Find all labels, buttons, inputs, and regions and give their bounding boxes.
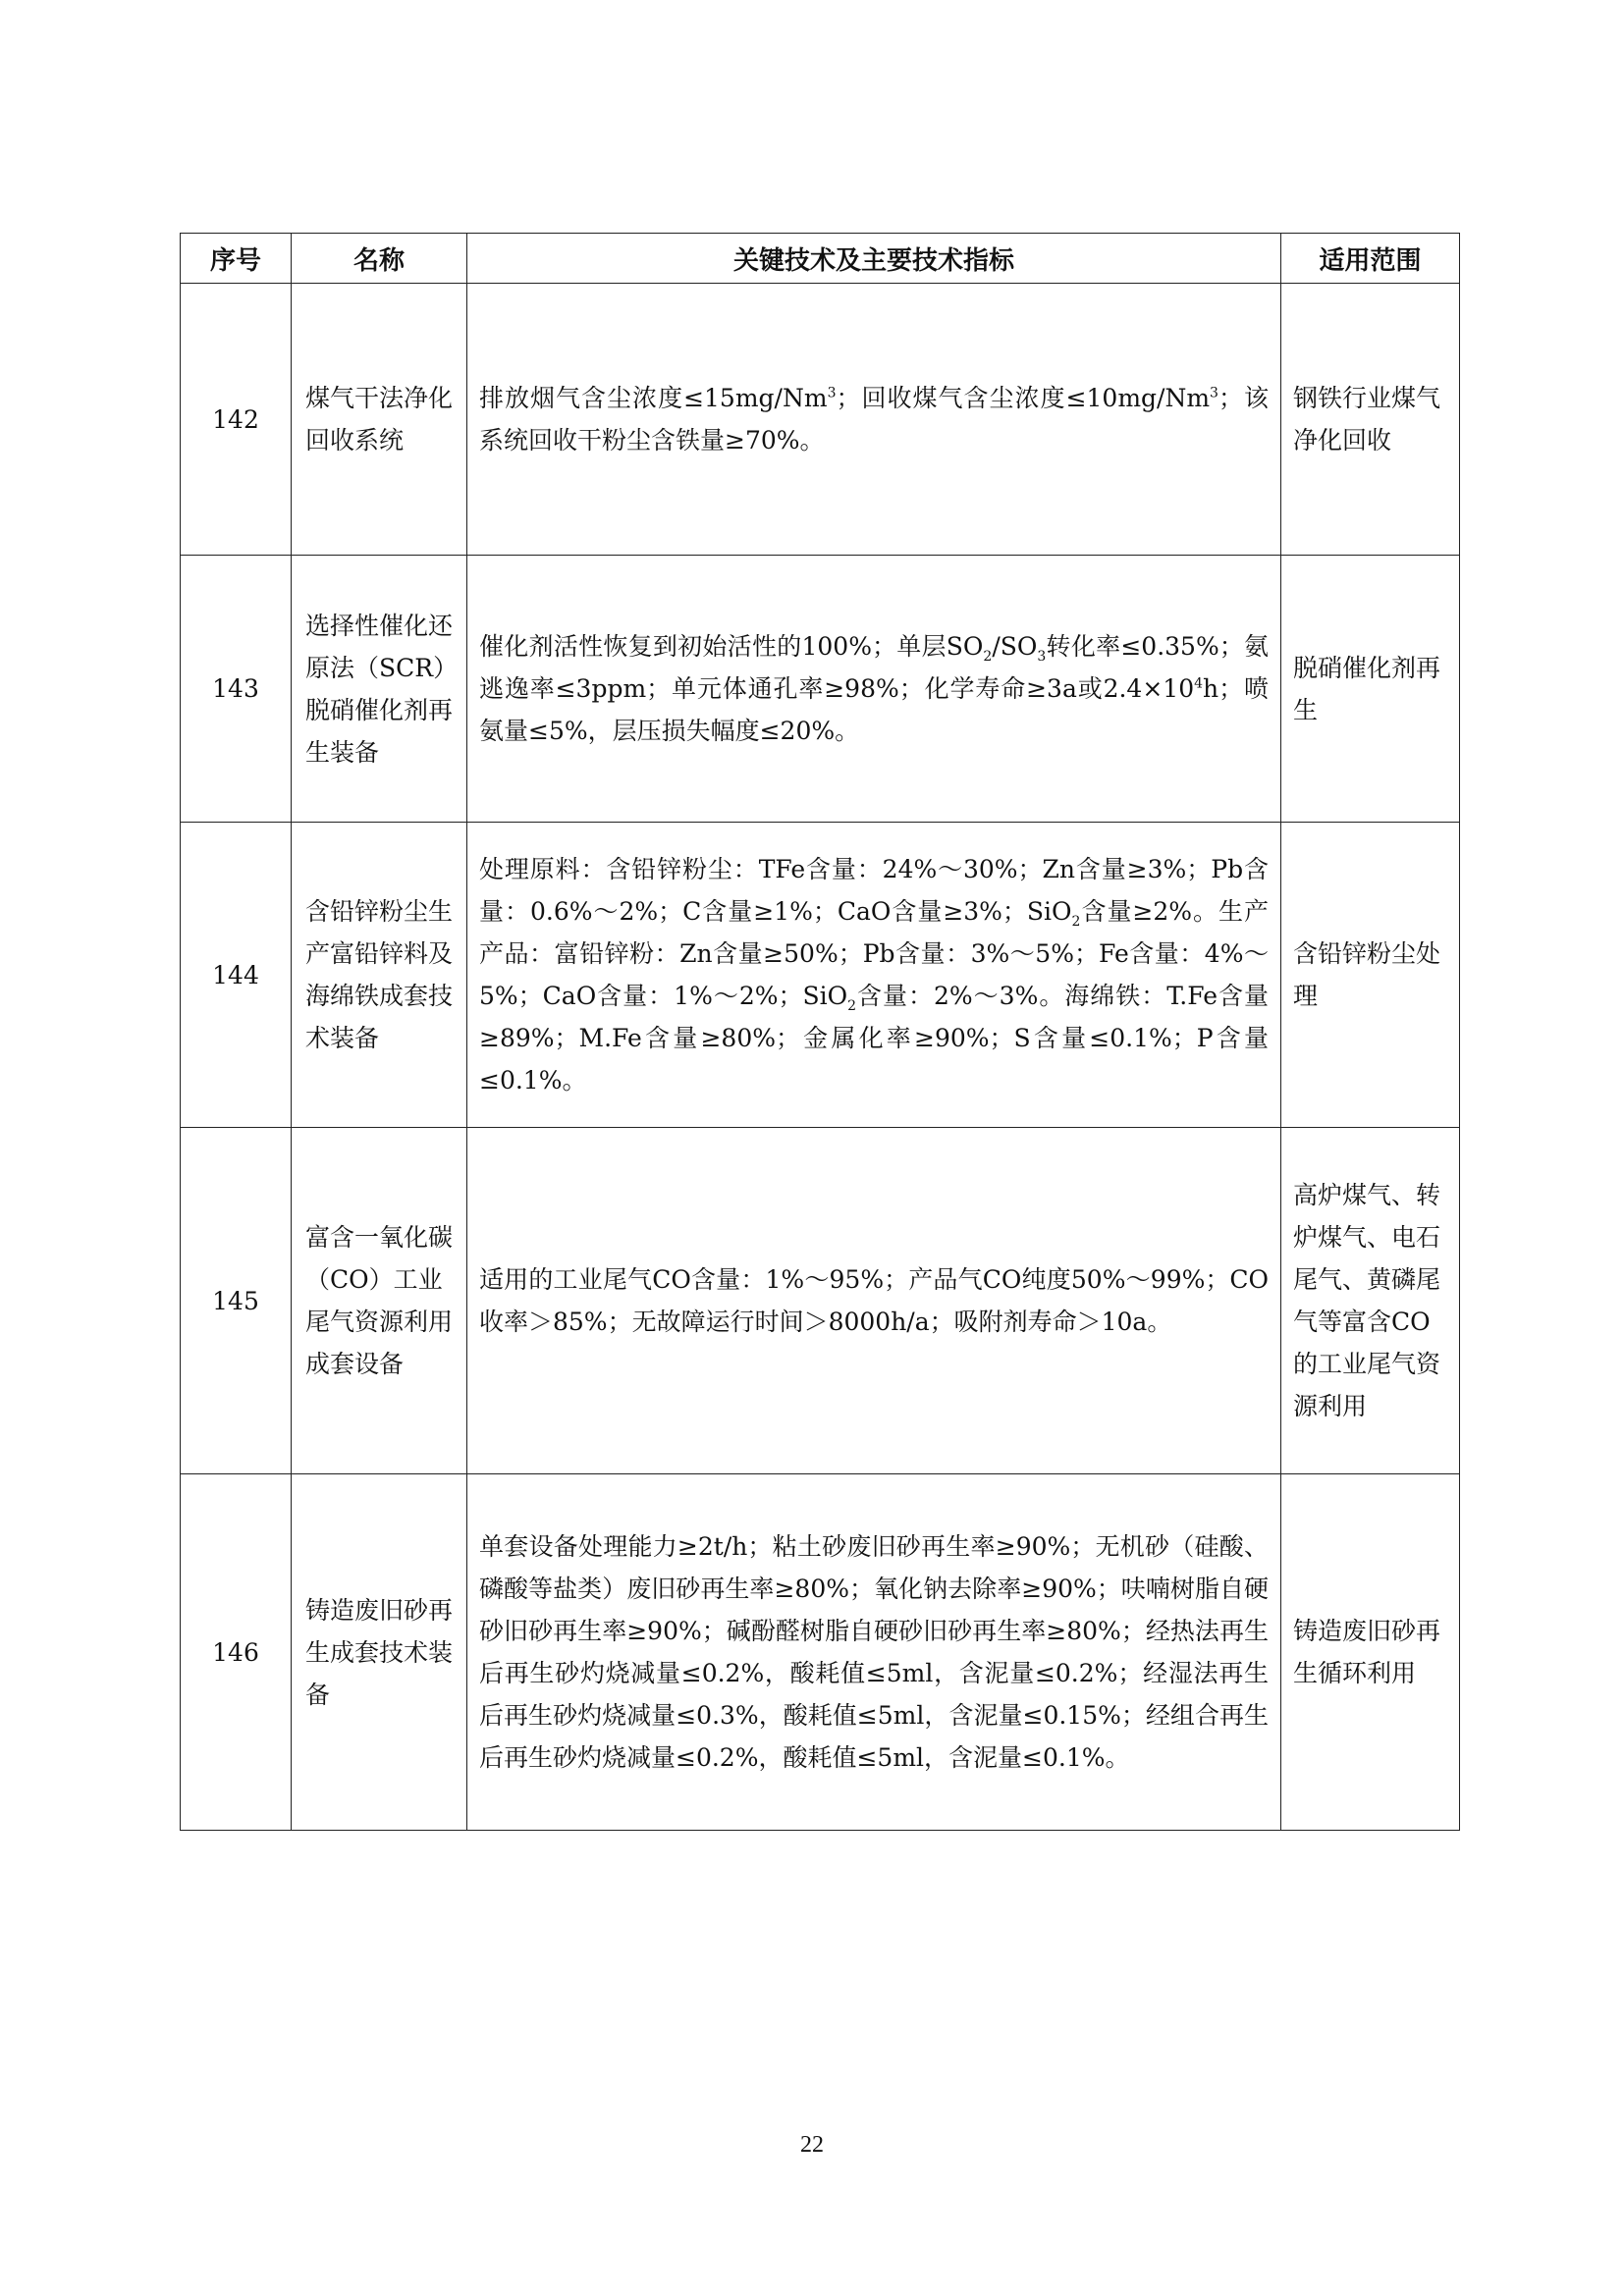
spec-text: 催化剂活性恢复到初始活性的100%；单层SO [479,632,984,661]
row-spec [467,1128,1281,1474]
spec-text: 处理原料：含铅锌粉尘：TFe含量：24%～30%；Zn含量≥3%；Pb含量：0.6%～2%；C含量≥1%；CaO含量≥3%；SiO [479,855,1269,926]
row-no: 144 [181,823,292,1128]
row-name: 富含一氧化碳（CO）工业尾气资源利用成套设备 [292,1128,467,1474]
spec-text: h；喷氨量≤5%，层压损失幅度≤20%。 [479,674,1269,745]
row-no: 143 [181,556,292,823]
header-name: 名称 [292,234,467,284]
row-no: 142 [181,284,292,556]
row-scope: 钢铁行业煤气净化回收 [1281,284,1460,556]
table-header-row [181,234,1460,284]
row-scope: 含铅锌粉尘处理 [1281,823,1460,1128]
row-spec [467,284,1281,556]
subscript: 2 [983,649,993,665]
header-no: 序号 [181,234,292,284]
table-row [181,1128,1460,1474]
table-row [181,823,1460,1128]
table-row [181,284,1460,556]
spec-text: 单套设备处理能力≥2t/h；粘土砂废旧砂再生率≥90%；无机砂（硅酸、磷酸等盐类）废旧砂再生率≥80%；氧化钠去除率≥90%；呋喃树脂自硬砂旧砂再生率≥90%；碱酚醛树脂自硬砂旧砂再生率≥80%；经热法再生后再生砂灼烧减量≤0.2%，酸耗值≤5ml，含泥量≤0.2%；经湿法再生后再生砂灼烧减量≤0.3%，酸耗值≤5ml，含泥量≤0.15%；经组合再生后再生砂灼烧减量≤0.2%，酸耗值≤5ml，含泥量≤0.1%。 [479,1532,1269,1772]
row-spec [467,823,1281,1128]
page-number: 22 [800,2132,824,2158]
row-no: 145 [181,1128,292,1474]
subscript: 2 [847,998,857,1014]
subscript: 3 [1037,649,1047,665]
spec-text: ；回收煤气含尘浓度≤10mg/Nm [836,384,1211,412]
superscript: 4 [1194,675,1204,692]
header-scope: 适用范围 [1281,234,1460,284]
row-spec [467,556,1281,823]
table-row [181,1474,1460,1831]
spec-text: 排放烟气含尘浓度≤15mg/Nm [479,384,828,412]
spec-text: 含量：2%～3%。海绵铁：T.Fe含量≥89%；M.Fe含量≥80%；金属化率≥90%；S含量≤0.1%；P含量≤0.1%。 [479,982,1269,1095]
spec-text: /SO [992,632,1038,661]
row-spec [467,1474,1281,1831]
subscript: 2 [1071,914,1081,930]
row-name: 选择性催化还原法（SCR）脱硝催化剂再生装备 [292,556,467,823]
table-row [181,556,1460,823]
row-no: 146 [181,1474,292,1831]
header-spec: 关键技术及主要技术指标 [467,234,1281,284]
technology-table [180,233,1460,1831]
spec-text: 转化率≤0.35%；氨逃逸率≤3ppm；单元体通孔率≥98%；化学寿命≥3a或2.4×10 [479,632,1269,703]
row-name: 铸造废旧砂再生成套技术装备 [292,1474,467,1831]
row-name: 含铅锌粉尘生产富铅锌料及海绵铁成套技术装备 [292,823,467,1128]
document-page [180,233,1459,1831]
spec-text: ；该系统回收干粉尘含铁量≥70%。 [479,384,1269,454]
superscript: 3 [827,385,837,401]
row-scope: 铸造废旧砂再生循环利用 [1281,1474,1460,1831]
superscript: 3 [1210,385,1218,401]
row-scope: 脱硝催化剂再生 [1281,556,1460,823]
row-name: 煤气干法净化回收系统 [292,284,467,556]
spec-text: 适用的工业尾气CO含量：1%～95%；产品气CO纯度50%～99%；CO收率＞85%；无故障运行时间＞8000h/a；吸附剂寿命＞10a。 [479,1265,1269,1336]
row-scope: 高炉煤气、转炉煤气、电石尾气、黄磷尾气等富含CO的工业尾气资源利用 [1281,1128,1460,1474]
spec-text: 含量≥2%。生产产品：富铅锌粉：Zn含量≥50%；Pb含量：3%～5%；Fe含量：4%～5%；CaO含量：1%～2%；SiO [479,897,1270,1010]
